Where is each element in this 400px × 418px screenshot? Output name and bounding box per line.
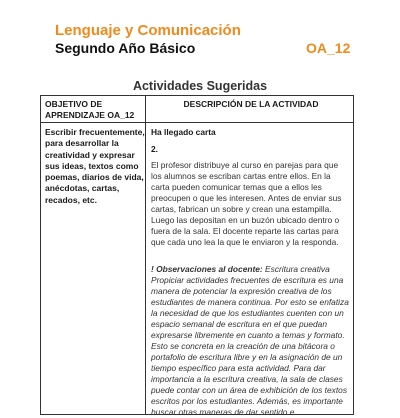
header-divider [41, 122, 353, 123]
column-divider [145, 96, 146, 414]
activity-body: El profesor distribuye al curso en parejas para que los alumnos se escriban cartas entre ellos. En la carta pueden comunicar temas que a ellos les preocupen o que les interesen. Antes de enviar sus cartas, fabrican un sobre y crean una estampilla. Luego las depositan en un buzón ubicado dentro o fuera de la sala. El docente reparte las cartas para que cada uno lea la que le enviaron y la responda. [151, 160, 342, 247]
observations-label: ! Observaciones al docente: [151, 264, 263, 274]
section-title: Actividades Sugeridas [132, 79, 268, 93]
objective-code: OA_12 [306, 40, 351, 56]
objective-column-header: OBJETIVO DE APRENDIZAJE OA_12 [45, 99, 135, 120]
learning-objective-text: Escribir frecuentemente, para desarrollar la creatividad y expresar sus ideas, textos como poemas, diarios de vida, anécdotas, cartas, recados, etc. [45, 127, 145, 205]
grade-level: Segundo Año Básico [55, 40, 196, 56]
activities-table [40, 95, 354, 415]
activity-title: Ha llegado carta [151, 127, 216, 137]
observations-text: Escritura creativa Propiciar actividades frecuentes de escritura es una manera de potenciar la expresión creativa de los estudiantes de manera continua. Por esto se enfatiza la necesidad de que los estudiantes cuenten con un espacio semanal de escritura en el que puedan expresarse libremente en cuanto a temas y formato. Esto se concreta en la creación de una bitácora o portafolio de escritura libre y en la asignación de un tiempo específico para esta actividad. Para dar importancia a la escritura creativa, la sala de clases puede contar con un área de exhibición de los textos escritos por los estudiantes. Además, es importante buscar otras maneras de dar sentido e [151, 264, 349, 417]
activity-number: 2. [151, 144, 158, 154]
subject-title: Lenguaje y Comunicación [55, 22, 241, 39]
description-column-header: DESCRIPCIÓN DE LA ACTIVIDAD [183, 99, 319, 109]
teacher-observations [151, 264, 351, 418]
activity-description [151, 127, 351, 418]
